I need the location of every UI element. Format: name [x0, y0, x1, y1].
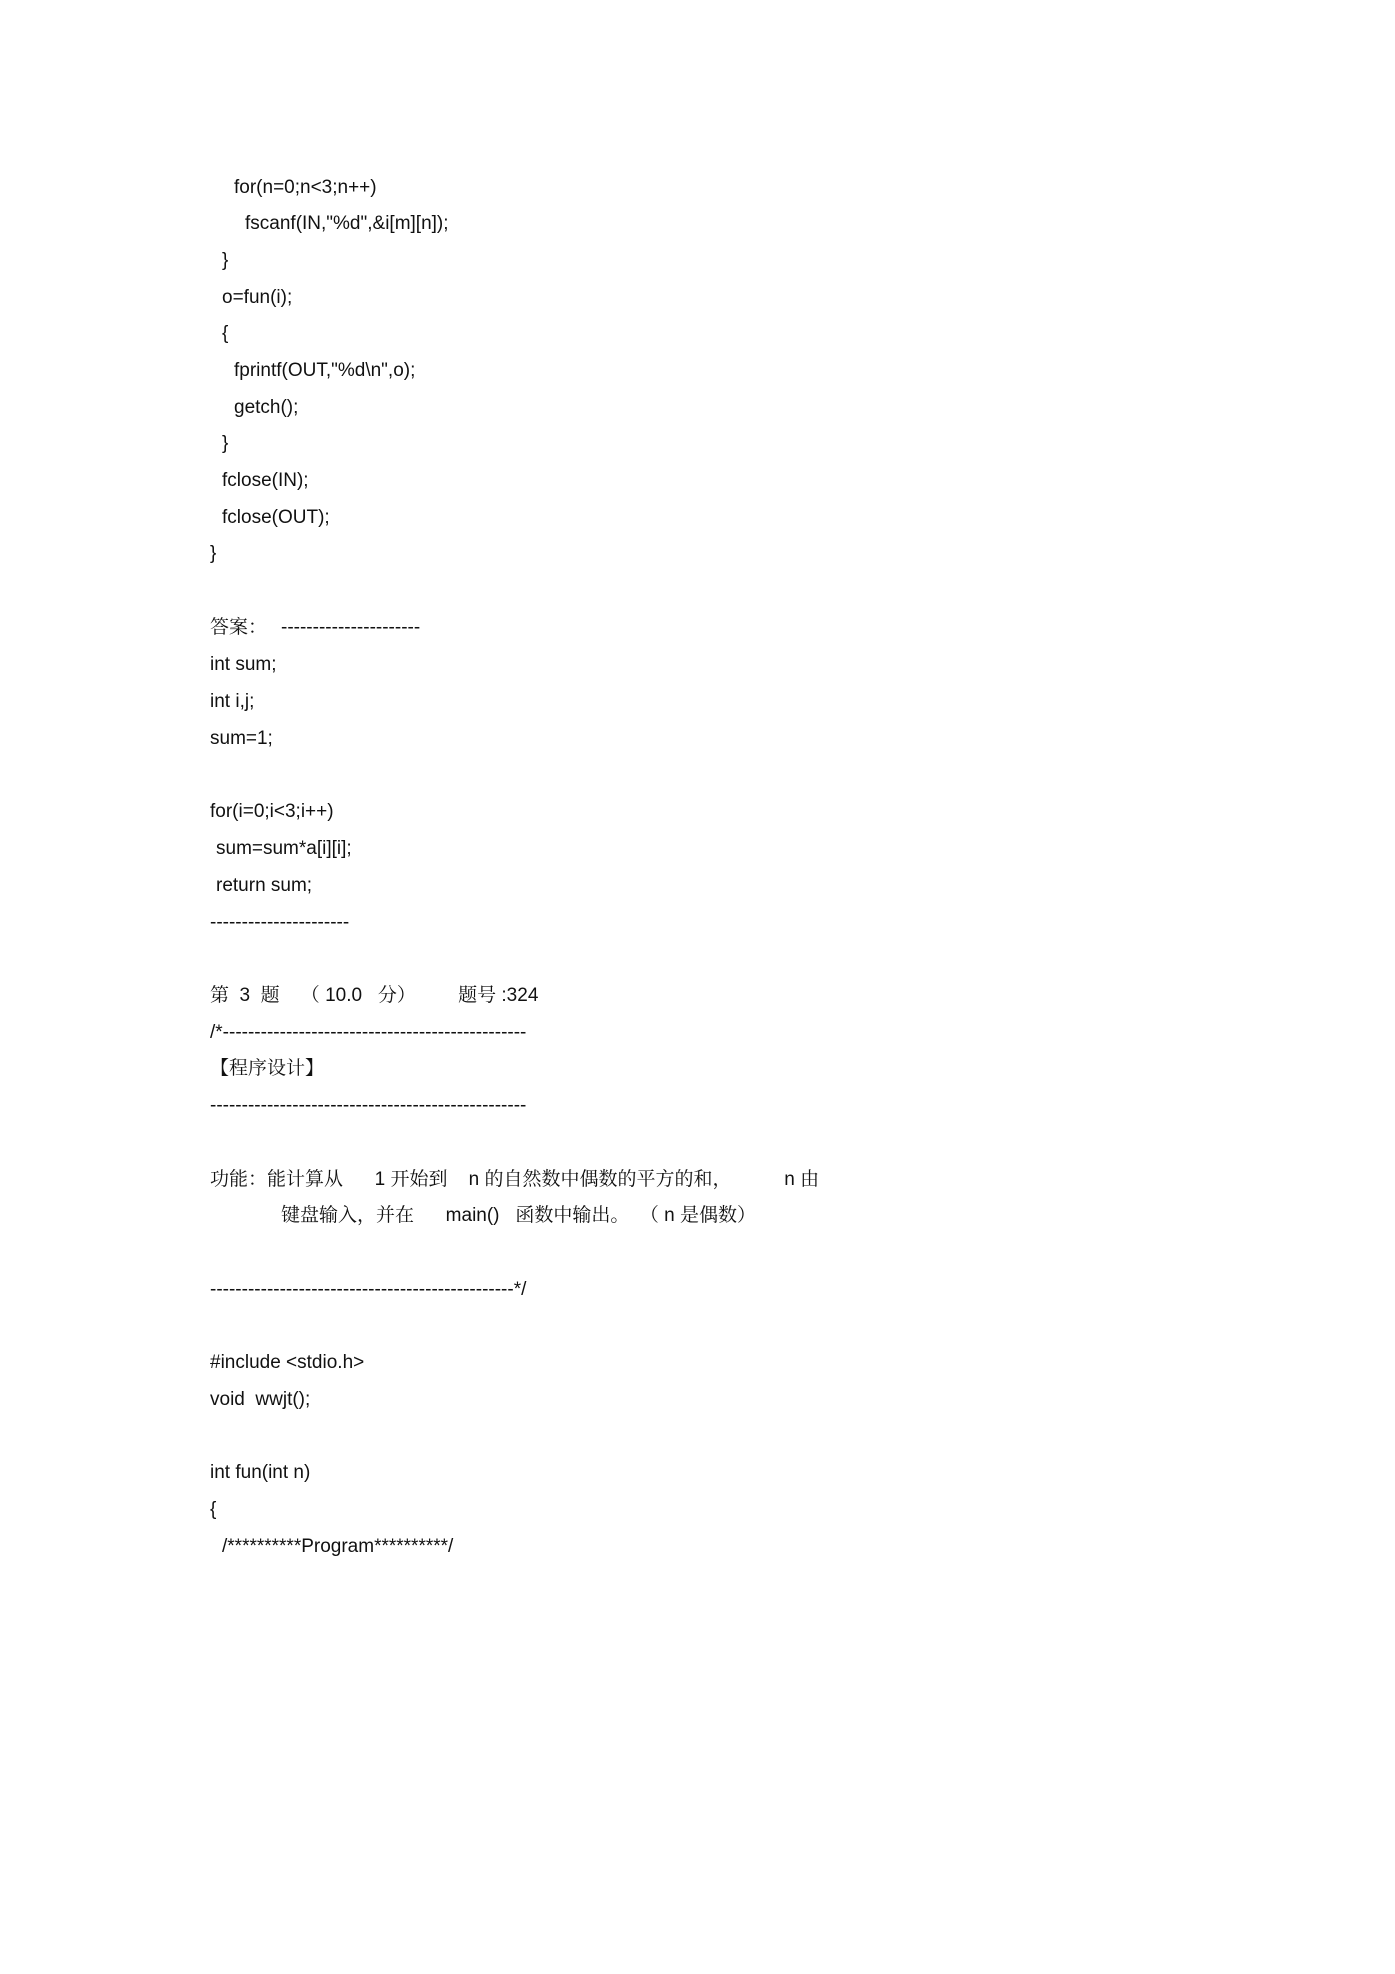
code-line-for-n: for(n=0;n<3;n++) — [234, 177, 377, 198]
program-marker: /**********Program**********/ — [222, 1536, 454, 1557]
answer-line-int-sum: int sum; — [210, 654, 277, 675]
code-line-getch: getch(); — [234, 397, 299, 418]
declaration-line: void wwjt(); — [210, 1389, 311, 1410]
answer-line-multiply: sum=sum*a[i][i]; — [216, 838, 352, 859]
answer-label: 答案： — [210, 617, 268, 638]
code-line-fclose-out: fclose(OUT); — [222, 507, 330, 528]
include-line: #include <stdio.h> — [210, 1352, 365, 1373]
comment-open: /*------------------------------------------------ — [210, 1022, 527, 1043]
answer-divider-bottom: ---------------------- — [210, 912, 350, 933]
answer-divider-top: ---------------------- — [281, 617, 421, 638]
code-line-fclose-in: fclose(IN); — [222, 470, 309, 491]
function-description-line2: 键盘输入，并在 main() 函数中输出。 （ n 是偶数） — [281, 1205, 757, 1226]
code-line-open-brace: { — [222, 323, 229, 344]
section-title: 【程序设计】 — [210, 1058, 325, 1079]
code-line-close-brace-main: } — [210, 543, 217, 564]
code-line-call-fun: o=fun(i); — [222, 287, 293, 308]
function-open-brace: { — [210, 1499, 217, 1520]
comment-rule: -------------------------------------------------- — [210, 1095, 527, 1116]
function-signature: int fun(int n) — [210, 1462, 311, 1483]
answer-line-sum-init: sum=1; — [210, 728, 273, 749]
code-line-close-brace-inner: } — [222, 250, 229, 271]
code-line-close-brace-block: } — [222, 433, 229, 454]
answer-line-return: return sum; — [216, 875, 313, 896]
answer-line-for: for(i=0;i<3;i++) — [210, 801, 334, 822]
function-description-line1: 功能：能计算从 1 开始到 n 的自然数中偶数的平方的和， n 由 — [210, 1169, 820, 1190]
code-line-fscanf: fscanf(IN,"%d",&i[m][n]); — [245, 213, 449, 234]
code-line-fprintf: fprintf(OUT,"%d\n",o); — [234, 360, 416, 381]
comment-close: ------------------------------------------------*/ — [210, 1279, 527, 1300]
question-header: 第 3 题 （ 10.0 分） 题号 :324 — [210, 985, 539, 1006]
answer-line-int-ij: int i,j; — [210, 691, 255, 712]
